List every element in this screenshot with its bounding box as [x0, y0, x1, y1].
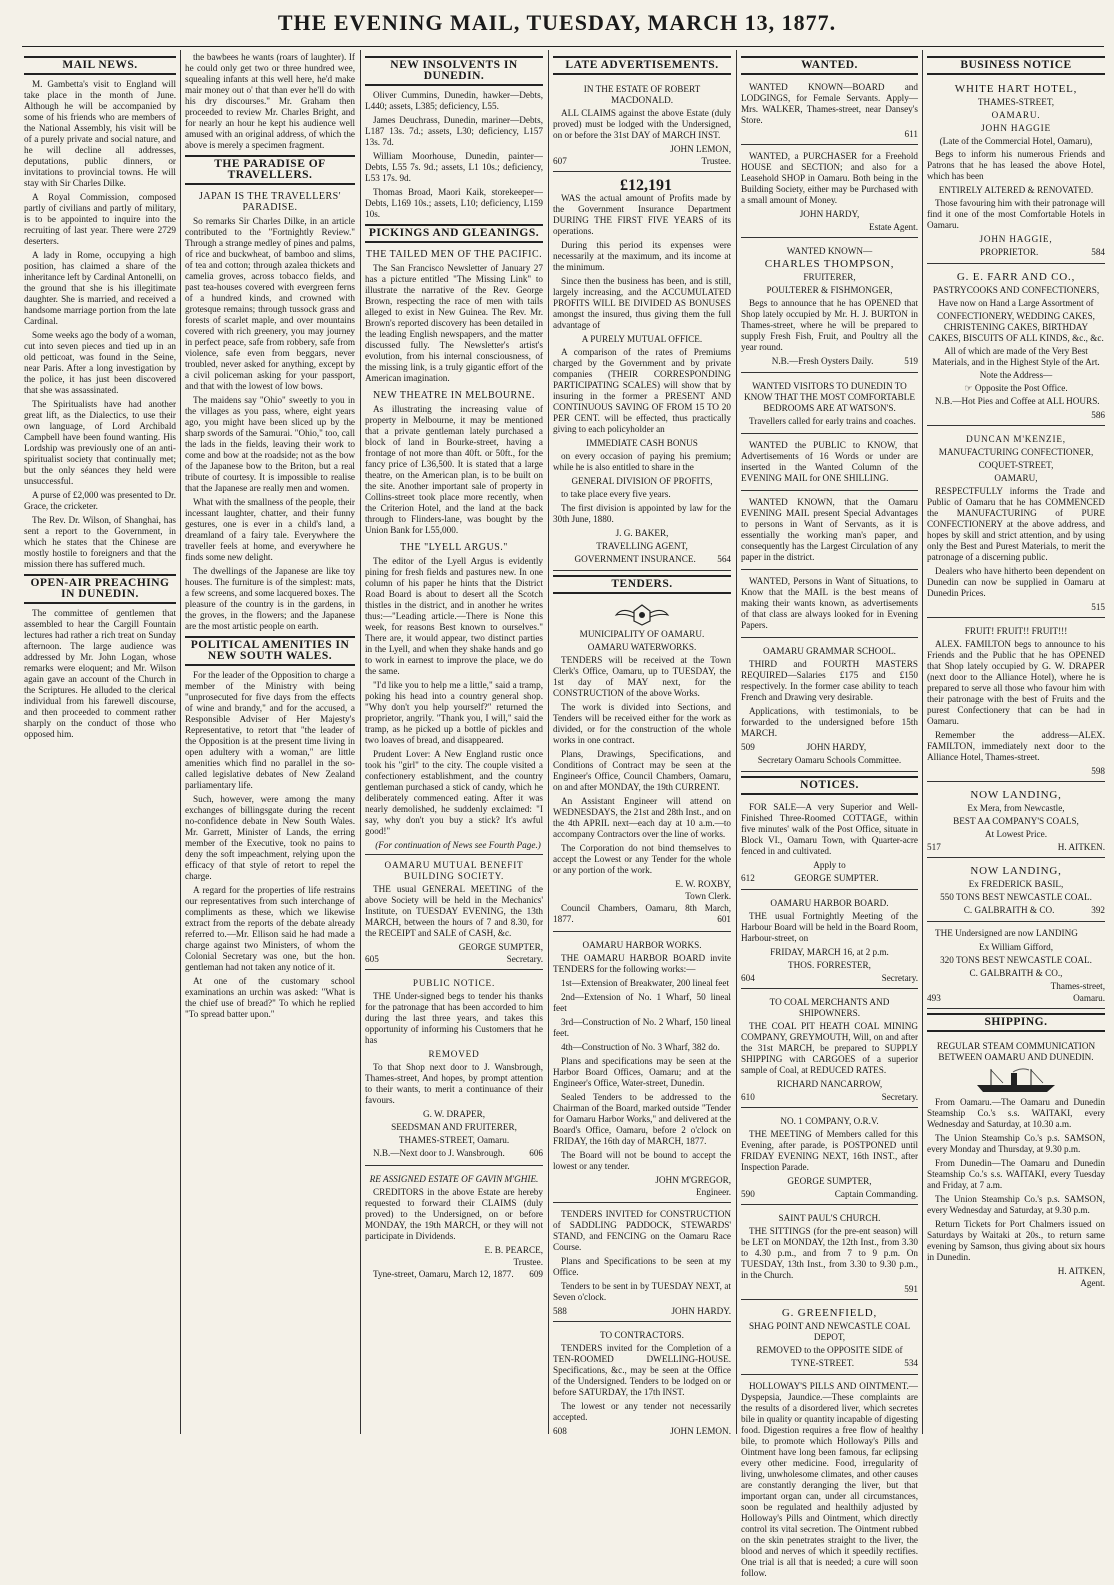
advertisement: [927, 1036, 1105, 1293]
article-subheading: THE "LYELL ARGUS.": [400, 542, 508, 553]
ad-amount: £12,191: [620, 177, 672, 194]
section-heading: NOTICES.: [741, 776, 918, 795]
ad-heading: JOHN HAGGIE: [981, 123, 1051, 133]
article-paragraph: Some weeks ago the body of a woman, cut into seven pieces and tied up in an old petticoat, was found in the Seine, near Paris. After a long investigation by the police, it has just been discovered that she was assassinated.: [24, 330, 176, 395]
ad-body: To that Shop next door to J. Wansbrough, Thames-street, And hopes, by prompt attention to their wants, to merit a continuance of their favours.: [365, 1062, 543, 1105]
ad-heading: OAMARU WATERWORKS.: [587, 642, 697, 652]
ad-body: Ex William Gifford,: [978, 942, 1054, 952]
ad-role: 607 Trustee.: [553, 156, 731, 166]
ad-body: on every occasion of paying his premium; while he is also entitled to share in the: [553, 451, 731, 472]
ad-body: WANTED, a PURCHASER for a Freehold HOUSE and SECTION; and also for a Leasehold SHOP in Oamaru. Both being in the Building Society, either may be Purchased with a small amount of Money.: [741, 151, 918, 205]
ad-role: Estate Agent.: [869, 222, 918, 232]
article-subheading: NEW THEATRE IN MELBOURNE.: [372, 390, 536, 401]
advertisement: [553, 598, 731, 932]
ad-signature: E. W. ROXBY,: [675, 879, 731, 889]
ad-heading: G. GREENFIELD,: [781, 1307, 878, 1319]
ad-number: 610: [741, 1092, 755, 1102]
section-heading: SHIPPING.: [927, 1013, 1105, 1032]
advertisement: [553, 175, 731, 571]
article-paragraph: A Royal Commission, composed partly of civilians and partly of military, is to be appointed to inquire into the recruiting of last year. There were 2729 deserters.: [24, 192, 176, 246]
ad-heading: NOW LANDING,: [970, 865, 1062, 877]
ad-body: Tenders to be sent in by TUESDAY NEXT, at Seven o'clock.: [553, 1281, 731, 1302]
column-late-advertisements: [553, 52, 731, 1434]
ad-heading: PUBLIC NOTICE.: [412, 978, 496, 988]
advertisement: [927, 79, 1105, 264]
ad-heading: TO CONTRACTORS.: [600, 1330, 684, 1340]
ad-body: During this period its expenses were necessarily at the maximum, and its income at the minimum.: [553, 240, 731, 272]
ad-body: THE usual Fortnightly Meeting of the Harbour Board will be held in the Board Room, Harbour-street, on: [741, 911, 918, 943]
newspaper-title: THE EVENING MAIL, TUESDAY, MARCH 13, 1877.: [277, 10, 837, 35]
list-item: 1st—Extension of Breakwater, 200 lineal feet: [561, 978, 730, 988]
ad-heading: OAMARU GRAMMAR SCHOOL.: [763, 646, 896, 656]
column-insolvents-gleanings: [365, 52, 543, 1434]
ad-body: THE usual GENERAL MEETING of the above Society will be held in the Mechanics' Institute, on TUESDAY EVENING, the 13th MARCH, between the hours of 7 and 8.30, for the RECEIPT and SALE of CASH, &c.: [365, 884, 543, 938]
ad-heading: NOW LANDING,: [970, 789, 1062, 801]
advertisement: [553, 1325, 731, 1441]
ad-signature: SEEDSMAN AND FRUITERER,: [391, 1122, 517, 1132]
section-heading: OPEN-AIR PREACHING IN DUNEDIN.: [24, 574, 176, 604]
ad-body: Ex Mera, from Newcastle,: [967, 803, 1065, 813]
ad-body: to take place every five years.: [561, 489, 671, 499]
ad-heading: OAMARU HARBOR WORKS.: [582, 940, 702, 950]
section-heading: BUSINESS NOTICE: [927, 56, 1105, 75]
ad-number: 601: [717, 914, 731, 924]
ad-body: The Corporation do not bind themselves to accept the Lowest or any Tender for the whole or any portion of the work.: [553, 843, 731, 875]
ad-heading: MANUFACTURING CONFECTIONER,: [938, 447, 1094, 457]
schedule-entry: From Dunedin—The Oamaru and Dunedin Steamship Co.'s s.s. WAITAKI, every Tuesday and Friday, at 7 a.m.: [927, 1158, 1105, 1190]
ad-signature: GEORGE SUMPTER,: [787, 1176, 872, 1186]
advertisement: [927, 925, 1105, 1009]
ad-body: THE SITTINGS (for the pre-ent season) will be LET on MONDAY, the 12th Inst., from 3.30 to 4.30 p.m., and from 7 to 9 p.m. On TUESDAY, 13th Inst., from 3.30 to 9.30 p.m., in the Church.: [741, 1226, 918, 1280]
ad-body: THE MEETING of Members called for this Evening, after parade, is POSTPONED until FRIDAY EVENING NEXT, 16th INST., after Inspection Parade.: [741, 1129, 918, 1172]
ad-signature: THAMES-STREET, Oamaru.: [398, 1135, 510, 1145]
column-articles: [185, 52, 355, 1434]
ad-heading: POULTERER & FISHMONGER,: [766, 285, 893, 295]
ad-body: ALEX. FAMILTON begs to announce to his Friends and the Public that he has OPENED that Shop lately occupied by G. W. DRAPER (next door to the Alliance Hotel), where he is prepared to serve all those who favour him with their patronage with the best of Fruits and the purest Confectionery that can be had in Oamaru.: [927, 639, 1105, 726]
article-paragraph: The committee of gentlemen that assembled to hear the Cargill Fountain lectures had rather a rich treat on Sunday afternoon. The large audience was addressed by Mr. John Logan, whose remarks were eloquent; and Mr. Wilson again gave an account of the Church in the Scriptures. He alluded to the clerical individual from his farewell discourse, and then proceeded to comment rather sharply on the conduct of those who opposed him.: [24, 608, 176, 739]
ad-signature: C. GALBRAITH & CO. 392: [963, 905, 1105, 915]
advertisement: [927, 267, 1105, 426]
advertisement: [553, 1206, 731, 1322]
ad-signature: 612 GEORGE SUMPTER.: [741, 873, 879, 883]
ad-heading: G. E. FARR AND CO.,: [956, 271, 1076, 283]
advertisement: [365, 854, 543, 970]
ad-role: Trustee.: [513, 1257, 543, 1267]
ad-heading: TO COAL MERCHANTS AND SHIPOWNERS.: [769, 997, 890, 1018]
insolvent-entry: Oliver Cummins, Dunedin, hawker—Debts, L440; assets, L385; deficiency, L55.: [365, 90, 543, 111]
ad-heading: DUNCAN M'KENZIE,: [966, 434, 1066, 444]
ad-body: (Late of the Commercial Hotel, Oamaru),: [939, 136, 1093, 146]
schedule-entry: From Oamaru.—The Oamaru and Dunedin Steamship Co.'s s.s. WAITAKI, every Wednesday and Saturday, at 10.30 a.m.: [927, 1097, 1105, 1129]
insolvent-entry: James Deuchrass, Dunedin, mariner—Debts, L187 13s. 7d.; assets, L30; deficiency, L157 13s. 7d.: [365, 115, 543, 147]
ad-body: Plans, Drawings, Specifications, and Conditions of Contract may be seen at the Engineer's Office, Council Chambers, Oamaru, on and after MONDAY, the 19th CURRENT.: [553, 749, 731, 792]
ad-signature: THOS. FORRESTER,: [788, 960, 871, 970]
ad-number: 519: [904, 356, 918, 366]
masthead: [0, 0, 1114, 48]
ad-number: 598: [1091, 766, 1105, 776]
ad-signature: 493 Oamaru.: [927, 993, 1105, 1003]
ad-signature: 608 JOHN LEMON.: [553, 1426, 731, 1436]
ad-heading: MUNICIPALITY OF OAMARU.: [579, 629, 705, 639]
article-paragraph: A lady in Rome, occupying a high position, has claimed a share of the inheritance left by Cardinal Antonelli, on the ground that she is his illegitimate daughter. She is married, and received a handsome marriage portion from the late Cardinal.: [24, 250, 176, 326]
ad-body: A comparison of the rates of Premiums charged by the Government and by private companies (THEIR CORRESPONDING PARTICIPATING SCALES) will show that by insuring in the former a PRESENT AND CONTINUOUS SAVING OF FROM 15 TO 20 PER CENT. will be effected, thus practically giving to each policyholder an: [553, 347, 731, 434]
advertisement: [741, 79, 918, 145]
column-business-shipping: [927, 52, 1105, 1434]
list-item: 3rd—Construction of No. 2 Wharf, 150 lineal feet.: [553, 1017, 731, 1038]
ad-emphasis: A PURELY MUTUAL OFFICE.: [581, 334, 703, 344]
ad-body: The first division is appointed by law for the 30th June, 1880.: [553, 503, 731, 524]
ad-body: TENDERS invited for the Completion of a TEN-ROOMED DWELLING-HOUSE. Specifications, &c., may be seen at the Office of the Undersigned. Tenders to be lodged on or before SATURDAY, the 17th INST.: [553, 1343, 731, 1397]
advertisement: [741, 437, 918, 491]
advertisement: [365, 1169, 543, 1286]
ad-body: TENDERS will be received at the Town Clerk's Office, Oamaru, up to TUESDAY, the 1st day of MAY next, for the CONSTRUCTION of the above Works.: [553, 655, 731, 698]
article-paragraph: M. Gambetta's visit to England will take place in the month of June. Although he will be accompanied by some of his friends who are members of the National Assembly, his visit will be of a purely private and social nature, and he will decline all addresses, deputations, public dinners, or invitations to provincial towns. He will stay with Sir Charles Dilke.: [24, 79, 176, 188]
advertisement: [365, 973, 543, 1166]
ad-heading: RE ASSIGNED ESTATE OF GAVIN M'GHIE.: [369, 1174, 539, 1184]
advertisement: [741, 992, 918, 1108]
ad-heading: FRUIT! FRUIT!! FRUIT!!!: [964, 626, 1068, 636]
advertisement: [741, 241, 918, 373]
masthead-rule: [22, 46, 1104, 47]
section-heading: POLITICAL AMENITIES IN NEW SOUTH WALES.: [185, 636, 355, 666]
ad-number: 517: [927, 842, 941, 852]
advertisement: [741, 893, 918, 989]
ad-list: CONFECTIONERY, WEDDING CAKES, CHRISTENING CAKES, BIRTHDAY CAKES, BISCUITS OF ALL KINDS, &c., &c.: [928, 311, 1104, 343]
advertisement: [741, 1208, 918, 1300]
ad-number: 588: [553, 1306, 567, 1316]
ad-body: Since then the business has been, and is still, largely increasing, and the ACCUMULATED PROFITS WILL BE DIVIDED AS BONUSES amongst the insured, thus giving them the full advantage of: [553, 276, 731, 330]
ad-heading: REGULAR STEAM COMMUNICATION BETWEEN OAMARU AND DUNEDIN.: [936, 1041, 1096, 1062]
column-mail-news: [24, 52, 176, 1434]
advertisement: [741, 1303, 918, 1375]
ad-emphasis: IMMEDIATE CASH BONUS: [586, 438, 698, 448]
advertisement: [741, 799, 918, 890]
ad-body: Travellers called for early trains and coaches.: [749, 416, 916, 426]
ad-body: FOR SALE—A very Superior and Well-Finished Three-Roomed COTTAGE, within five minutes' walk of the Post Office, situate in Block VI., Oamaru Town, with Quarter-acre fenced in and cultivated.: [741, 802, 918, 856]
ad-signature: G. W. DRAPER,: [422, 1109, 486, 1119]
ad-body: THIRD and FOURTH MASTERS REQUIRED—Salaries £175 and £150 respectively. In the former case ability to teach French and Drawing very desirable.: [741, 659, 918, 702]
ad-body: All of which are made of the Very Best Materials, and in the Highest Style of the Art.: [932, 346, 1100, 367]
ad-signature: 509 JOHN HARDY,: [741, 742, 867, 752]
ad-body: WANTED VISITORS TO DUNEDIN TO KNOW THAT THE MOST COMFORTABLE BEDROOMS ARE AT WATSON'S.: [744, 381, 915, 413]
ad-body: TYNE-STREET. 534: [791, 1358, 918, 1368]
advertisement: [927, 621, 1105, 782]
article-paragraph: At one of the customary school examinations an urchin was asked: "What is the chief use of bread?" To which he replied "To spread batter upon.": [185, 976, 355, 1019]
article-paragraph: the bawbees he wants (roars of laughter). If he could only get two or three hundred wee, squealing infants at this well here, he'd make mair money out o' that than ever he'll do with his dry discourses." Mr. Graham then proceeded to review Mr. Charles Bright, and for nearly an hour he kept his audience well amused with an original address, of which the above is merely a specimen fragment.: [185, 52, 355, 150]
advertisement: [553, 79, 731, 172]
advertisement: [927, 785, 1105, 858]
ad-heading: FRUITERER,: [803, 272, 856, 282]
advertisement: [741, 1378, 918, 1585]
ad-date: FRIDAY, MARCH 16, at 2 p.m.: [770, 947, 889, 957]
advertisement: [741, 573, 918, 638]
ad-signature: JOHN HAGGIE,: [979, 234, 1053, 244]
section-heading: LATE ADVERTISEMENTS.: [553, 56, 731, 75]
ad-heading: OAMARU.: [991, 110, 1041, 120]
ad-body: WANTED KNOWN—BOARD and LODGINGS, for Female Servants. Apply—Mrs. WALKER, Thames-street, near Dansey's Store.: [741, 82, 918, 125]
column-rule: [180, 50, 181, 1434]
article-subheading: JAPAN IS THE TRAVELLERS' PARADISE.: [198, 191, 342, 213]
ad-heading: WHITE HART HOTEL,: [954, 83, 1078, 95]
article-paragraph: For the leader of the Opposition to charge a member of the Ministry with being "unprosecuted for five days from the effects of wine and brandy," and for the accused, a Responsible Adviser of Her Majesty's Representative, to retort that "the leader of the Opposition is at the present time living in open adultery with a woman," are little amenities which find no parallel in the so-called legislative debates of New Zealand parliamentary life.: [185, 670, 355, 790]
ad-role: 590 Captain Commanding.: [741, 1189, 918, 1199]
ad-role: Secretary Oamaru Schools Committee.: [757, 755, 902, 765]
ad-body: Begs to inform his numerous Friends and Patrons that he has leased the above Hotel, which has been: [927, 149, 1105, 181]
column-wanted-notices: [741, 52, 918, 1578]
ad-body: WANTED KNOWN, that the Oamaru EVENING MAIL present Special Advantages to persons in Want of Servants, as it is essentially the working man's paper, and consequently has the Largest Circulation of any paper in the district.: [741, 497, 918, 562]
ad-heading: BEST AA COMPANY'S COALS,: [953, 816, 1079, 826]
ad-heading: OAMARU,: [994, 473, 1038, 483]
list-item: 2nd—Extension of No. 1 Wharf, 50 lineal feet: [553, 992, 731, 1013]
ad-body: At Lowest Price.: [984, 829, 1047, 839]
ad-body: Apply to: [813, 860, 846, 870]
ad-body: CREDITORS in the above Estate are hereby requested to forward their CLAIMS (duly proved) to the Undersigned, on or before MONDAY, the 19th MARCH, or they will not participate in Dividends.: [365, 1187, 543, 1241]
ad-heading: THAMES-STREET,: [977, 97, 1055, 107]
article-paragraph: "I'd like you to help me a little," said a tramp, poking his head into a country general shop. "Why don't you help yourself?" returned the proprietor, angrily. "Thank you, I will," said the tramp, as he picked up a bottle of pickles and two loaves of bread, and disappeared.: [365, 680, 543, 745]
column-rule: [922, 50, 923, 1434]
ad-signature: RICHARD NANCARROW,: [776, 1079, 883, 1089]
list-item: 4th—Construction of No. 3 Wharf, 382 do.: [561, 1042, 720, 1052]
schedule-entry: The Union Steamship Co.'s p.s. SAMSON, every Wednesday and Saturday, at 9.30 p.m.: [927, 1194, 1105, 1215]
ad-body: Remember the address—ALEX. FAMILTON, immediately next door to the Alliance Hotel, Thames-street.: [927, 730, 1105, 762]
ad-signature: Thames-street,: [1050, 981, 1105, 991]
insolvent-entry: William Moorhouse, Dunedin, painter—Debts, L55 7s. 9d.; assets, L1 10s.; deficiency, L53 17s. 9d.: [365, 151, 543, 183]
ad-role: Engineer.: [696, 1187, 731, 1197]
ad-body: The lowest or any tender not necessarily accepted.: [553, 1401, 731, 1422]
ad-heading: OAMARU HARBOR BOARD.: [770, 898, 889, 908]
article-paragraph: The San Francisco Newsletter of January 27 has a picture entitled "The Missing Link" to illustrate the narrative of the Rev. George Brown, respecting the race of men with tails alleged to exist in New Guinea. The Rev. Mr. Brown's reported discovery has been detailed in the leading English newspapers, and the matter discussed fully. The Newsletter's artist's evolution, from his internal consciousness, of the missing link, is a truly gigantic effort of the American imagination.: [365, 263, 543, 383]
schedule-entry: Return Tickets for Port Chalmers issued on Saturdays by Waitaki at 20s., to return same evening by Samson, thus giving about six hours in Dunedin.: [927, 1219, 1105, 1262]
ad-body: RESPECTFULLY informs the Trade and Public of Oamaru that he has COMMENCED the MANUFACTURING of PURE CONFECTIONERY at the above address, and hopes by skill and strict attention, and by using only the Best and Purest Materials, to merit the patronage of a discerning public.: [927, 486, 1105, 562]
article-paragraph: Such, however, were among the many exchanges of billingsgate during the recent no-confidence debate in New South Wales. Mr. Garrett, Minister of Lands, the erring member of the Executive, took no pains to deny the soft impeachment, relying upon the efficacy of that style of retort to repel the charge.: [185, 794, 355, 881]
article-paragraph: The dwellings of the Japanese are like toy houses. The furniture is of the simplest: mats, a few screens, and some lacquered boxes. The pleasure of the country is in the gardens, in the groves, in the flowers; and the Japanese are the most artistic people on earth.: [185, 566, 355, 631]
article-paragraph: A purse of £2,000 was presented to Dr. Grace, the cricketer.: [24, 490, 176, 511]
ad-heading: IN THE ESTATE OF ROBERT MACDONALD.: [583, 84, 701, 105]
ad-number: 607: [553, 156, 567, 166]
ad-number: 604: [741, 973, 755, 983]
column-rule: [360, 50, 361, 1434]
ad-number: 605: [365, 954, 379, 964]
ad-body: WANTED, Persons in Want of Situations, to Know that the MAIL is the best means of making their wants known, as advertisements of that class are always looked for in Evening Papers.: [741, 576, 918, 630]
ad-address: ☞ Opposite the Post Office.: [964, 383, 1068, 393]
ad-body: WANTED the PUBLIC to KNOW, that Advertisements of 16 Words or under are inserted in the Wanted Column of the EVENING MAIL for ONE SHILLING.: [741, 440, 918, 483]
ad-body: HOLLOWAY'S PILLS AND OINTMENT.—Dyspepsia, Jaundice.—These complaints are the results of a disordered liver, which secretes bile in quality or quantity incapable of digesting food. Digestion requires a free flow of healthy bile, to promote which Holloway's Pills and Ointment have long been famous, far eclipsing every other medicine. Food, irregularity of living, unwholesome climates, and other causes are constantly deranging the liver, but that important organ can, under all circumstances, soon be regulated and healthily adjusted by Holloway's Pills and Ointment, which directly control its vital secretion. The Ointment rubbed on the skin penetrates straight to the liver, the blood and nerves of which it speedily rectifies. One trial is all that is needed; a cure will soon follow.: [741, 1381, 918, 1578]
ad-body: TENDERS INVITED for CONSTRUCTION of SADDLING PADDOCK, STEWARDS' STAND, and FENCING on the Oamaru Race Course.: [553, 1209, 731, 1252]
ad-body: The Board will not be bound to accept the lowest or any tender.: [553, 1150, 731, 1171]
article-paragraph: Prudent Lover: A New England rustic once took his "girl" to the city. The couple visited a confectionery establishment, and the country gentleman purchased a stick of candy, which he deliberately commenced eating. After it was nearly demolished, he suddenly exclaimed: "I say, why don't you buy a stick? It's awful good!": [365, 749, 543, 836]
ad-note: N.B.—Next door to J. Wansbrough. 606: [373, 1148, 543, 1158]
ad-body: THE OAMARU HARBOR BOARD invite TENDERS for the following works:—: [553, 953, 731, 974]
ad-body: Begs to announce that he has OPENED that Shop lately occupied by Mr. H. J. BURTON in Thames-street, where he will be prepared to supply Fresh Fish, Fruit, and Poultry all the year round.: [741, 298, 918, 352]
ad-signature: E. B. PEARCE,: [484, 1245, 543, 1255]
ad-role: 610 Secretary.: [741, 1092, 918, 1102]
ad-body: WAS the actual amount of Profits made by the Government Insurance Department DURING THE FIRST FIVE YEARS of its operations.: [553, 193, 731, 236]
ad-heading: PASTRYCOOKS AND CONFECTIONERS,: [932, 285, 1100, 295]
ad-emphasis: ENTIRELY ALTERED & RENOVATED.: [938, 185, 1094, 195]
steamship-icon: [971, 1065, 1061, 1095]
section-heading: WANTED.: [741, 56, 918, 75]
ad-date: Tyne-street, Oamaru, March 12, 1877. 609: [373, 1269, 543, 1279]
article-subheading: THE TAILED MEN OF THE PACIFIC.: [365, 249, 543, 260]
advertisement: [927, 861, 1105, 922]
ad-note: N.B.—Fresh Oysters Daily. 519: [771, 356, 918, 366]
ad-heading: WANTED KNOWN—: [786, 246, 873, 256]
ad-body: Note the Address—: [979, 370, 1053, 380]
ad-signature: JOHN HARDY,: [799, 209, 860, 219]
ad-signature: H. AITKEN,: [1057, 1266, 1105, 1276]
ad-signature: 517 H. AITKEN.: [927, 842, 1105, 852]
ad-body: THE Under-signed begs to tender his thanks for the patronage that has been accorded to him during the last three years, and takes this opportunity of informing his Customers that he has: [365, 991, 543, 1045]
ad-note: N.B.—Hot Pies and Coffee at ALL HOURS.: [935, 396, 1100, 406]
ad-number: 515: [1091, 602, 1105, 612]
column-rule: [736, 50, 737, 1434]
ad-heading: 550 TONS BEST NEWCASTLE COAL.: [940, 892, 1092, 902]
ad-role: 604 Secretary.: [741, 973, 918, 983]
advertisement: [553, 935, 731, 1203]
ad-emphasis: REMOVED: [428, 1049, 480, 1059]
ad-body: Applications, with testimonials, to be forwarded to the undersigned before 15th MARCH.: [741, 706, 918, 738]
schedule-entry: The Union Steamship Co.'s p.s. SAMSON, every Monday and Thursday, at 9.30 p.m.: [927, 1133, 1105, 1154]
article-paragraph: As illustrating the increasing value of property in Melbourne, it may be mentioned that a private gentleman lately purchased a block of land in Bourke-street, having a frontage of not more than 40ft. or 50ft., for the fancy price of L36,500. It is stated that a large theatre, on the American plan, is to be built on the site. Another important sale of property in Collins-street took place more recently, when the Criterion Hotel, and the land at the back through to Flinders-lane, was bought by the Union Bank for L55,000.: [365, 404, 543, 535]
ad-number: 586: [1091, 410, 1105, 420]
continuation-note: (For continuation of News see Fourth Page.): [375, 840, 541, 850]
ad-heading: SHAG POINT AND NEWCASTLE COAL DEPOT,: [748, 1321, 911, 1342]
ad-body: The work is divided into Sections, and Tenders will be received either for the work as divided, or for the construction of the whole works in one contract.: [553, 702, 731, 745]
insolvent-entry: Thomas Broad, Maori Kaik, storekeeper—Debts, L169 10s.; assets, L10; deficiency, L159 10s.: [365, 187, 543, 219]
article-paragraph: So remarks Sir Charles Dilke, in an article contributed to the "Fortnightly Review." Through a strange medley of pines and palms, of rice and buckwheat, of bamboo and slims, of tea and cotton; through azalea thickets and camelia groves, across tobacco fields, and past tea-houses covered with evergreen ferns of a hundred kinds, and crowned with grotesque remains; through tussock grass and forests of scarlet maple, and over mountains covered with rich greenery, you may journey in perfect peace, safe from robbery, safe from violence, safe even from beggars, never troubled, never asked for anything, except by a civil policeman asking for your passport, and that with the lowest of low bows.: [185, 216, 355, 391]
ad-body: Those favouring him with their patronage will find it one of the most Comfortable Hotels in Oamaru.: [927, 198, 1105, 230]
column-rule: [548, 50, 549, 1434]
ad-role: Town Clerk.: [685, 891, 731, 901]
ad-heading: 320 TONS BEST NEWCASTLE COAL.: [940, 955, 1092, 965]
ad-signature: JOHN LEMON,: [670, 144, 731, 154]
ad-signature: GOVERNMENT INSURANCE. 564: [574, 554, 731, 564]
ad-number: 534: [904, 1358, 918, 1368]
ad-heading: COQUET-STREET,: [978, 460, 1054, 470]
section-heading: THE PARADISE OF TRAVELLERS.: [185, 155, 355, 185]
ad-heading: NO. 1 COMPANY, O.R.V.: [780, 1116, 879, 1126]
ad-body: THE Undersigned are now LANDING: [935, 928, 1078, 938]
advertisement: [741, 148, 918, 238]
coat-of-arms-icon: [612, 601, 672, 627]
ad-date: Council Chambers, Oamaru, 8th March, 1877. 601: [553, 903, 731, 924]
ad-body: ALL CLAIMS against the above Estate (duly proved) must be lodged with the Undersigned, on or before the 31st DAY of MARCH INST.: [553, 108, 731, 140]
ad-heading: CHARLES THOMPSON,: [764, 258, 895, 270]
article-paragraph: The maidens say "Ohio" sweetly to you in the villages as you pass, where, eight years ago, you might have been sliced up by the sharp swords of the Samurai. "Ohio," too, call the lads in the fields, leaving their work to come and bow at the roadside; not as the bow of the Japanese bow to the Briton, but a real tribute of courtesy. It is impossible to realise that the Japanese are really men and women.: [185, 395, 355, 493]
ad-signature: C. GALBRAITH & CO.,: [969, 968, 1063, 978]
ad-body: Plans and specifications may be seen at the Harbor Board Offices, Oamaru; and at the Engineer's Office, Water-street, Dunedin.: [553, 1056, 731, 1088]
ad-signature: J. G. BAKER,: [615, 528, 669, 538]
ad-signature: GEORGE SUMPTER,: [458, 942, 543, 952]
section-heading: NEW INSOLVENTS IN DUNEDIN.: [365, 56, 543, 86]
ad-role: 605 Secretary.: [365, 954, 543, 964]
ad-heading: SAINT PAUL'S CHURCH.: [778, 1213, 881, 1223]
article-paragraph: The Spiritualists have had another great lift, as the Dialectics, to use their own language, of Lord Archibald Campbell have been found wanting. His Lordship was previously one of an anti-spiritualist society that continually met; but the only séances they held were unsuccessful.: [24, 399, 176, 486]
ad-number: 509: [741, 742, 755, 752]
article-paragraph: What with the smallness of the people, their incessant laughter, chatter, and their funny gestures, one is ever in a child's land, a dreamland of a fairy tale. Everywhere the traveller feels at home, and everywhere he finds some new delight.: [185, 497, 355, 562]
ad-number: 392: [1091, 905, 1105, 915]
advertisement: [741, 1111, 918, 1205]
article-paragraph: A regard for the properties of life restrains our representatives from such interchange of compliments as these, which we likewise extract from the reports of the debate already referred to.—Mr. Ellison said he had made a charge against two Ministers, of whom the Colonial Secretary was one, but the hon. gentleman had not taken any notice of it.: [185, 885, 355, 972]
ad-body: THE COAL PIT HEATH COAL MINING COMPANY, GREYMOUTH, Will, on and after the 31st MARCH, be prepared to SUPPLY SHIPPING with CARGOES of a superior sample of Coal, at REDUCED RATES.: [741, 1021, 918, 1075]
ad-number: 564: [717, 554, 731, 564]
ad-number: 493: [927, 993, 941, 1003]
ad-signature: JOHN M'GREGOR,: [655, 1175, 731, 1185]
ad-role: Agent.: [1080, 1278, 1105, 1288]
advertisement: [741, 641, 918, 772]
ad-number: 611: [904, 129, 918, 139]
ad-body: An Assistant Engineer will attend on WEDNESDAYS, the 21st and 28th Inst., and on the 4th APRIL next—each day at 10 a.m.—to accompany Contractors over the line of works.: [553, 796, 731, 839]
advertisement: [741, 376, 918, 434]
article-paragraph: The editor of the Lyell Argus is evidently pining for fresh fields and pastures new. In one column of his paper he hints that the District Road Board is about to desert all the Scotch thistles in the district, and in another he writes thus:—"Leading article.—There is None this week, for reasons Best known to ourselves." There are, it would appear, two distinct parties in the Lyell, and when they shake hands and go to work in earnest to improve the place, we do the same.: [365, 556, 543, 676]
ad-role: PROPRIETOR. 584: [979, 247, 1105, 257]
advertisement: [741, 494, 918, 570]
advertisement: [927, 429, 1105, 618]
ad-body: Have now on Hand a Large Assortment of: [938, 298, 1094, 308]
ad-emphasis: GENERAL DIVISION OF PROFITS,: [571, 476, 713, 486]
ad-number: 591: [904, 1284, 918, 1294]
pointing-hand-icon: ☞: [964, 383, 975, 393]
ad-number: 609: [529, 1269, 543, 1279]
ad-number: 612: [741, 873, 755, 883]
ad-number: 584: [1091, 247, 1105, 257]
section-heading: MAIL NEWS.: [24, 56, 176, 75]
ad-number: 590: [741, 1189, 755, 1199]
ad-body: Sealed Tenders to be addressed to the Chairman of the Board, marked outside "Tender for Oamaru Harbor Works," and delivered at the Board's Office, Oamaru, before 2 o'clock on FRIDAY, the 16th day of MARCH, 1877.: [553, 1092, 731, 1146]
section-heading: PICKINGS AND GLEANINGS.: [365, 224, 543, 243]
ad-body: Plans and Specifications to be seen at my Office.: [553, 1256, 731, 1277]
ad-heading: OAMARU MUTUAL BENEFIT BUILDING SOCIETY.: [384, 860, 524, 881]
ad-number: 608: [553, 1426, 567, 1436]
ad-body: REMOVED to the OPPOSITE SIDE of: [756, 1345, 903, 1355]
ad-body: Ex FREDERICK BASIL,: [968, 879, 1064, 889]
ad-number: 606: [529, 1148, 543, 1158]
ad-body: Dealers who have hitherto been dependent on Dunedin can now be supplied in Oamaru at Dunedin Prices.: [927, 566, 1105, 598]
ad-signature: TRAVELLING AGENT,: [596, 541, 688, 551]
ad-signature: 588 JOHN HARDY.: [553, 1306, 731, 1316]
article-paragraph: The Rev. Dr. Wilson, of Shanghai, has sent a report to the Government, in which he states that the Chinese are mostly hostile to foreigners and that the mission there has suffered much.: [24, 515, 176, 569]
section-heading: TENDERS.: [553, 575, 731, 594]
